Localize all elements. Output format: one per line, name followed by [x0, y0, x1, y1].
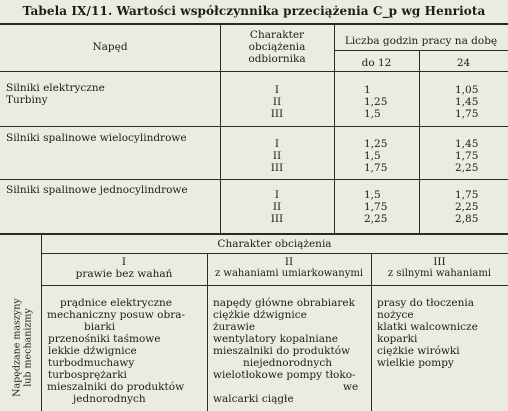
header-load-char-3: odbiornika	[248, 53, 306, 65]
machine-list-item: klatki walcownicze	[377, 321, 478, 333]
value-cell-24h: 1,05	[455, 84, 479, 96]
load-char-cell: I	[274, 189, 280, 201]
side-label-line-1: Napędzane maszyny	[11, 298, 23, 397]
column-name: prawie bez wahań	[75, 268, 173, 280]
column-name: z silnymi wahaniami	[387, 268, 492, 279]
bottom-header-rule	[41, 253, 508, 254]
load-char-cell: I	[274, 84, 280, 96]
value-cell-12h: 1,25	[364, 96, 388, 108]
machine-list-item: mieszalniki do produktów	[213, 345, 351, 357]
value-cell-24h: 1,75	[455, 150, 479, 162]
machine-list-item: wentylatory kopalniane	[213, 333, 338, 345]
column-name: z wahaniami umiarkowanymi	[214, 268, 364, 279]
value-cell-12h: 1,75	[364, 162, 388, 174]
machine-list-item: turbosprężarki	[48, 369, 127, 381]
value-cell-24h: 1,75	[455, 108, 479, 120]
col-divider-2	[334, 24, 335, 233]
header-h12: do 12	[361, 57, 392, 69]
value-cell-24h: 1,75	[455, 189, 479, 201]
load-char-cell: II	[272, 96, 282, 108]
machine-list-item: jednorodnych	[73, 393, 146, 405]
hours-subheader-rule	[334, 50, 508, 51]
drive-label: Silniki elektryczne	[6, 82, 105, 94]
machine-list-item: wielotłokowe pompy tłoko-	[213, 369, 356, 381]
machine-list-item: we	[343, 381, 359, 393]
drive-label: Silniki spalinowe wielocylindrowe	[6, 132, 187, 144]
column-number: II	[284, 256, 294, 268]
top-rule	[0, 23, 508, 25]
value-cell-12h: 1,75	[364, 201, 388, 213]
machine-list-item: żurawie	[213, 321, 256, 333]
machine-list-item: przenośniki taśmowe	[48, 333, 161, 345]
load-char-cell: II	[272, 150, 282, 162]
value-cell-12h: 1,25	[364, 138, 388, 150]
bottom-subheader-rule	[41, 285, 508, 286]
machine-list-item: biarki	[84, 321, 116, 333]
value-cell-24h: 2,85	[455, 213, 479, 225]
top-table-bottom-rule	[0, 233, 508, 235]
column-number: III	[433, 256, 446, 268]
machine-list-item: mieszalniki do produktów	[47, 381, 185, 393]
machine-list-item: wielkie pompy	[377, 357, 454, 369]
machine-list-item: ciężkie wirówki	[377, 345, 460, 357]
machine-list-item: prasy do tłoczenia	[377, 297, 474, 309]
load-char-cell: II	[272, 201, 282, 213]
value-cell-24h: 1,45	[455, 138, 479, 150]
table-caption: Tabela IX/11. Wartości współczynnika przeciążenia C_p wg Henriota	[22, 4, 486, 18]
value-cell-12h: 2,25	[364, 213, 388, 225]
machine-list-item: walcarki ciągłe	[213, 393, 294, 405]
machine-list-item: koparki	[377, 333, 418, 345]
load-char-cell: III	[270, 213, 284, 225]
load-char-cell: III	[270, 108, 284, 120]
header-hours: Liczba godzin pracy na dobę	[344, 35, 498, 47]
value-cell-24h: 2,25	[455, 201, 479, 213]
load-char-header: Charakter obciążenia	[217, 238, 332, 250]
machine-list-item: mechaniczny posuw obra-	[47, 309, 186, 321]
value-cell-12h: 1,5	[364, 189, 381, 201]
header-load-char-1: Charakter	[249, 29, 305, 41]
machine-list-item: nożyce	[377, 309, 414, 321]
value-cell-12h: 1	[364, 84, 371, 96]
drive-label: Silniki spalinowe jednocylindrowe	[6, 184, 188, 196]
header-h24: 24	[456, 57, 471, 69]
machine-list-item: turbodmuchawy	[48, 357, 135, 369]
value-cell-12h: 1,5	[364, 108, 381, 120]
side-label-line-2: lub mechanizmy	[22, 308, 34, 387]
header-drive: Napęd	[92, 41, 128, 53]
header-load-char-2: obciążenia	[248, 41, 306, 53]
value-cell-24h: 1,45	[455, 96, 479, 108]
drive-label: Turbiny	[6, 94, 48, 106]
value-cell-12h: 1,5	[364, 150, 381, 162]
machine-list-item: napędy główne obrabiarek	[213, 297, 355, 309]
group-rule-2	[0, 179, 508, 180]
load-char-cell: III	[270, 162, 284, 174]
machine-list-item: prądnice elektryczne	[60, 297, 172, 309]
column-number: I	[121, 256, 127, 268]
load-char-cell: I	[274, 138, 280, 150]
machine-list-item: ciężkie dźwignice	[213, 309, 307, 321]
header-bottom-rule	[0, 71, 508, 72]
col-divider-3	[419, 51, 420, 233]
machine-list-item: niejednorodnych	[243, 357, 333, 369]
group-rule-1	[0, 126, 508, 127]
value-cell-24h: 2,25	[455, 162, 479, 174]
machine-list-item: lekkie dźwignice	[48, 345, 137, 357]
